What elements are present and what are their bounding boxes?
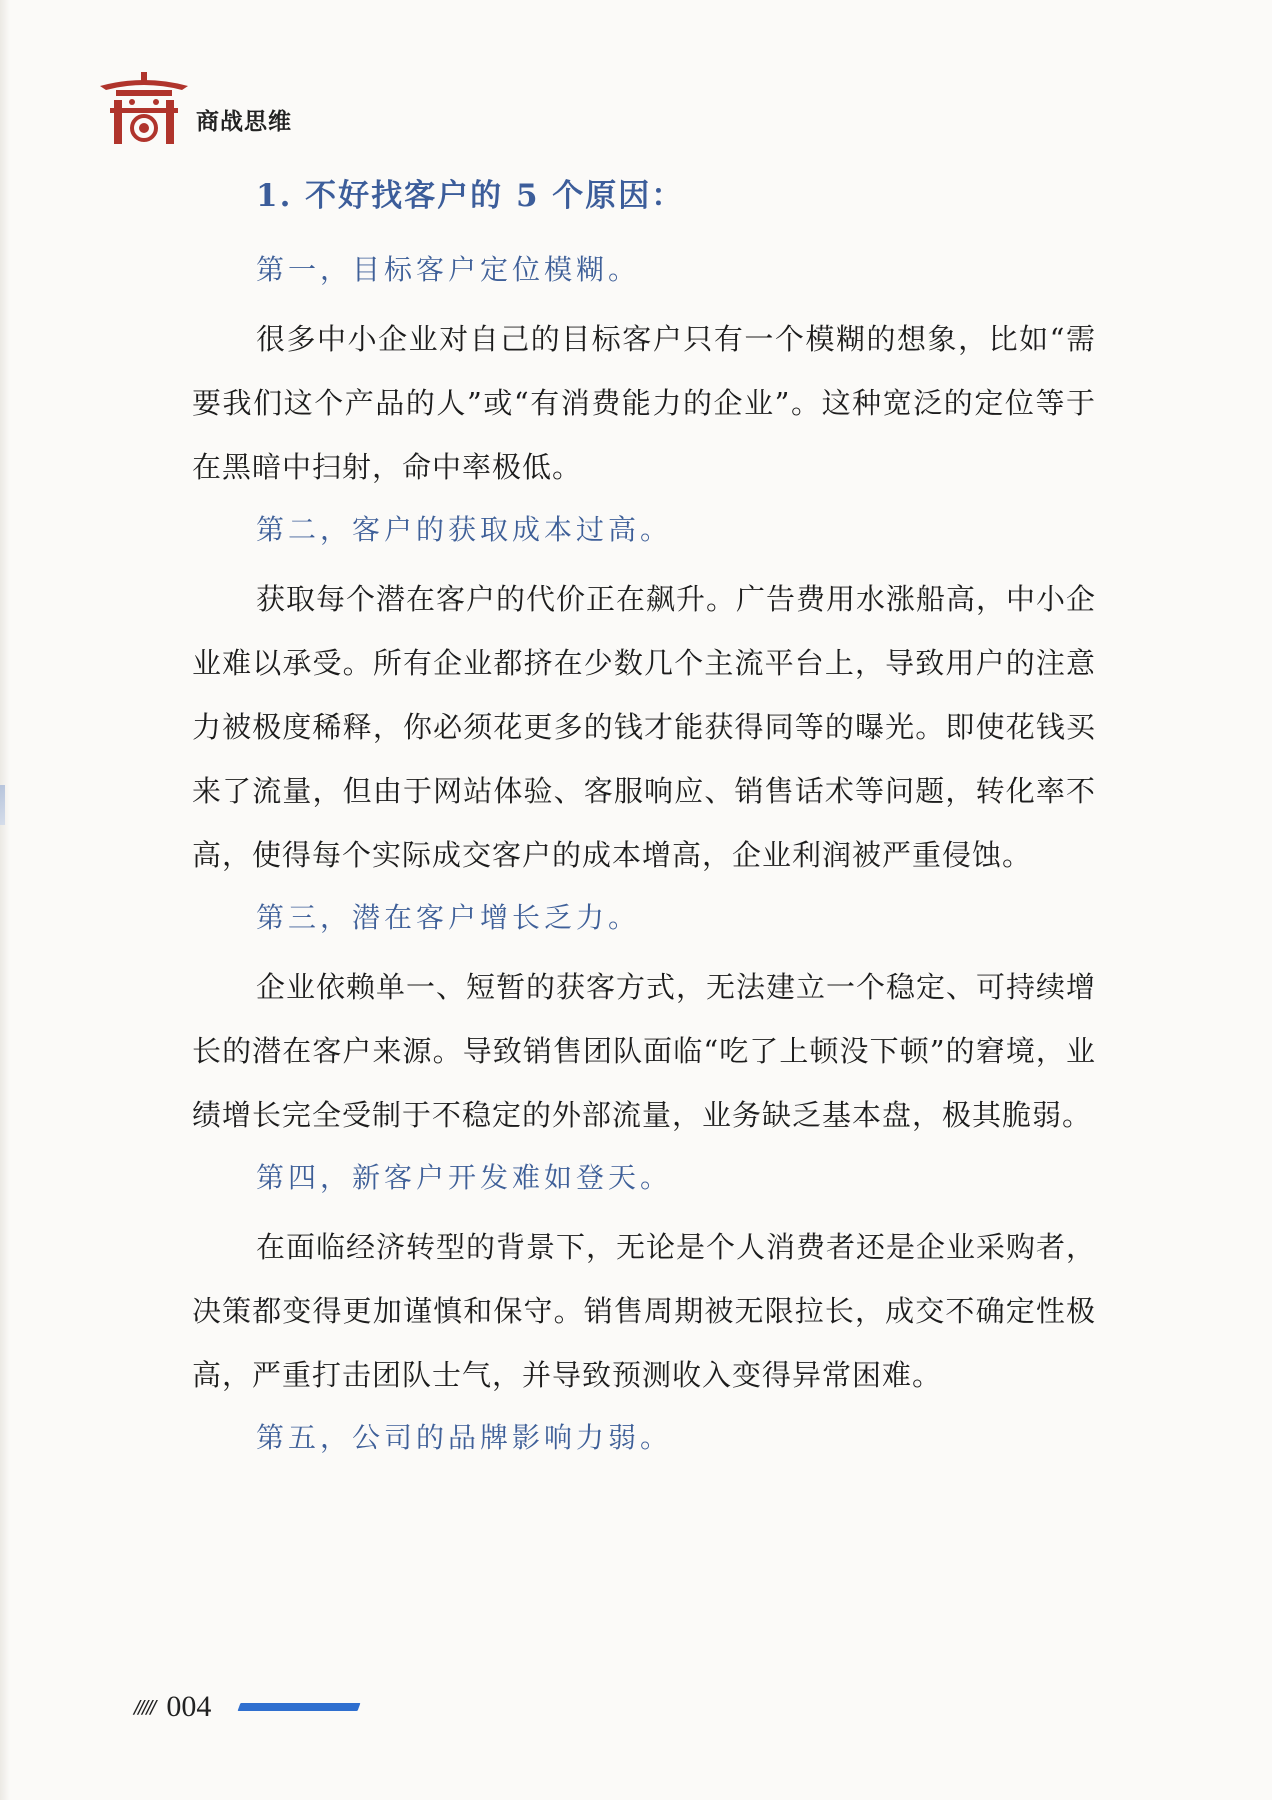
reason-3-body: 企业依赖单一、短暂的获客方式，无法建立一个稳定、可持续增长的潜在客户来源。导致销售团队面临“吃了上顿没下顿”的窘境，业绩增长完全受制于不稳定的外部流量，业务缺乏基本盘，极其脆弱。 (192, 970, 1097, 1132)
reason-2-body: 获取每个潜在客户的代价正在飙升。广告费用水涨船高，中小企业难以承受。所有企业都挤在少数几个主流平台上，导致用户的注意力被极度稀释，你必须花更多的钱才能获得同等的曝光。即使花钱买来了流量，但由于网站体验、客服响应、销售话术等问题，转化率不高，使得每个实际成交客户的成本增高，企业利润被严重侵蚀。 (192, 582, 1097, 872)
section-title: 1. 不好找客户的 5 个原因： (256, 178, 685, 214)
footer-slashes: ///// (134, 1696, 155, 1718)
reason-5-heading: 第五，公司的品牌影响力弱。 (256, 1421, 673, 1454)
reason-2-heading: 第二，客户的获取成本过高。 (256, 513, 673, 546)
reason-1-heading: 第一，目标客户定位模糊。 (256, 253, 641, 286)
reason-4-heading: 第四，新客户开发难如登天。 (256, 1161, 673, 1194)
page-edge (0, 0, 10, 1800)
header-title: 商战思维 (196, 109, 292, 135)
reason-3-heading: 第三，潜在客户增长乏力。 (256, 901, 641, 934)
page-edge-mark (0, 785, 5, 825)
page-number: 004 (166, 1690, 212, 1723)
shang-logo-icon (96, 72, 192, 146)
page-header (96, 66, 292, 146)
page-footer (134, 1690, 359, 1724)
reason-4-body: 在面临经济转型的背景下，无论是个人消费者还是企业采购者，决策都变得更加谨慎和保守。销售周期被无限拉长，成交不确定性极高，严重打击团队士气，并导致预测收入变得异常困难。 (192, 1230, 1097, 1392)
page-content (192, 170, 1096, 1475)
reason-1-body: 很多中小企业对自己的目标客户只有一个模糊的想象，比如“需要我们这个产品的人”或“有消费能力的企业”。这种宽泛的定位等于在黑暗中扫射，命中率极低。 (192, 322, 1096, 484)
footer-accent-bar (238, 1703, 361, 1711)
